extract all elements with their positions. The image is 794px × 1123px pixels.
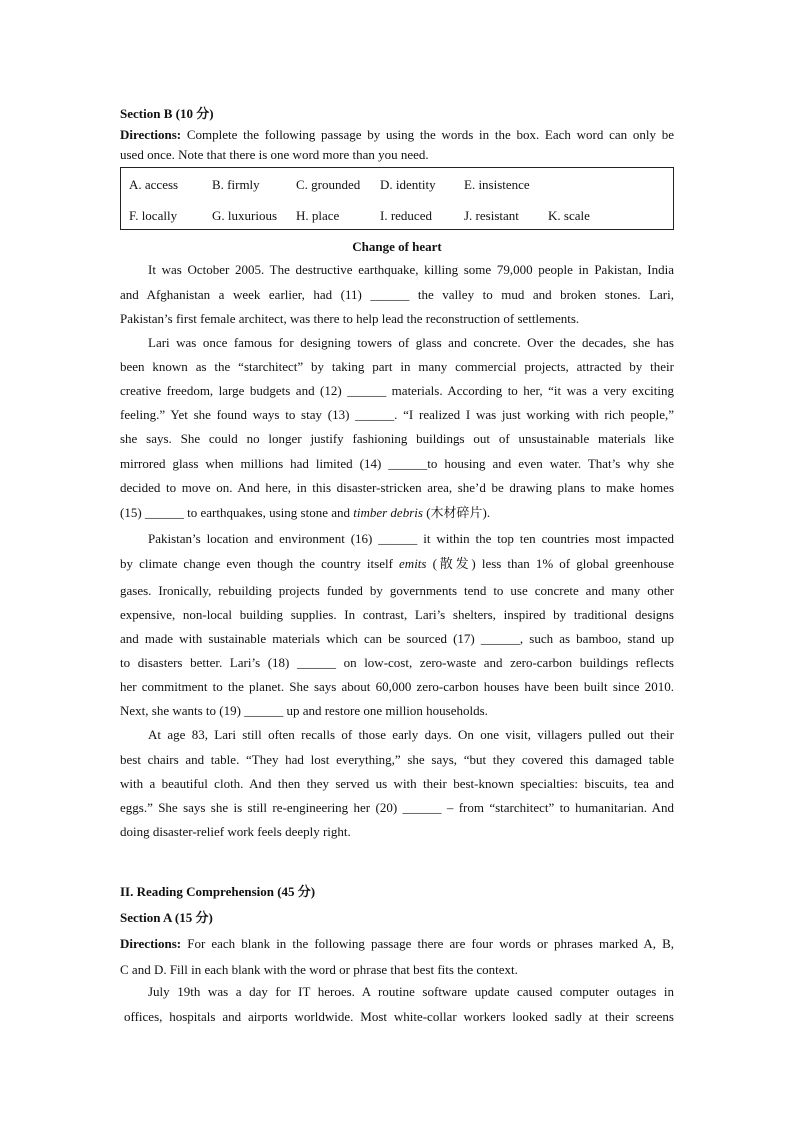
word-box	[120, 167, 674, 230]
passage-line: Pakistan’s location and environment (16) ______ it within the top ten countries most impacted	[148, 531, 674, 546]
passage-line-mixed	[120, 553, 674, 575]
directions-text-1: Complete the following passage by using the words in the box. Each word can only be	[186, 127, 674, 142]
part-two-directions-2: C and D. Fill in each blank with the word or phrase that best fits the context.	[120, 962, 518, 977]
word-option-c: C. grounded	[296, 177, 361, 192]
word-option-e: E. insistence	[464, 177, 530, 192]
passage-line: to disasters better. Lari’s (18) ______ on low-cost, zero-waste and zero-carbon buildings reflects	[120, 655, 674, 670]
directions-label: Directions:	[120, 936, 182, 951]
word-option-i: I. reduced	[380, 208, 432, 223]
passage-line: Lari was once famous for designing towers of glass and concrete. Over the decades, she has	[148, 335, 674, 350]
part-two-heading: II. Reading Comprehension (45 分)	[120, 884, 316, 899]
passage-line: July 19th was a day for IT heroes. A routine software update caused computer outages in	[148, 984, 674, 999]
word-option-a: A. access	[129, 177, 179, 192]
passage-line: been known as the “starchitect” by taking part in many commercial projects, attracted by their	[120, 359, 674, 374]
italic-term: timber debris	[353, 505, 423, 520]
word-option-h: H. place	[296, 208, 340, 223]
word-option-g: G. luxurious	[212, 208, 277, 223]
passage-line: her commitment to the planet. She says about 60,000 zero-carbon houses have been built since 2010.	[120, 679, 674, 694]
word-option-k: K. scale	[548, 208, 590, 223]
passage-line: Next, she wants to (19) ______ up and restore one million households.	[120, 703, 488, 718]
passage-line: offices, hospitals and airports worldwide. Most white-collar workers looked sadly at their screens	[124, 1009, 674, 1024]
passage-line: mirrored glass when millions had limited (14) ______to housing and even water. That’s why she	[120, 456, 674, 471]
directions-line-1	[120, 124, 674, 146]
directions-label: Directions:	[120, 127, 182, 142]
passage-text: (散发) less than 1% of global greenhouse	[426, 556, 674, 571]
passage-line: and Afghanistan a week earlier, had (11) ______ the valley to mud and broken stones. Lari,	[120, 287, 674, 302]
gloss: (木材碎片).	[422, 505, 491, 520]
part-two-directions-1	[120, 933, 674, 955]
passage-line: expensive, non-local building supplies. In contrast, Lari’s shelters, inspired by traditional designs	[120, 607, 674, 622]
passage-line: and made with sustainable materials which can be sourced (17) ______, such as bamboo, stand up	[120, 631, 674, 646]
passage-line-mixed	[120, 502, 674, 524]
directions-text: For each blank in the following passage there are four words or phrases marked A, B,	[187, 936, 674, 951]
passage-line: best chairs and table. “They had lost everything,” she says, “but they covered this damaged table	[120, 752, 674, 767]
section-a-heading: Section A (15 分)	[120, 910, 213, 925]
passage-text: by climate change even though the country itself	[120, 556, 393, 571]
passage-line: Pakistan’s first female architect, was there to help lead the reconstruction of settlements.	[120, 311, 580, 326]
passage-line: At age 83, Lari still often recalls of those early days. On one visit, villagers pulled out their	[148, 727, 674, 742]
passage-line: gases. Ironically, rebuilding projects funded by governments tend to use concrete and many other	[120, 583, 674, 598]
passage-line: It was October 2005. The destructive earthquake, killing some 79,000 people in Pakistan, India	[148, 262, 674, 277]
passage-line: feeling.” Yet she found ways to stay (13) ______. “I realized I was just working with rich people,”	[120, 407, 674, 422]
word-option-j: J. resistant	[464, 208, 519, 223]
passage-line: eggs.” She says she is still re-engineering her (20) ______ – from “starchitect” to humanitarian. And	[120, 800, 674, 815]
italic-term: emits	[399, 556, 427, 571]
passage-line: with a beautiful cloth. And then they served us with their best-known specialties: biscuits, tea and	[120, 776, 674, 791]
word-option-d: D. identity	[380, 177, 436, 192]
passage-line: creative freedom, large budgets and (12) ______ materials. According to her, “it was a very exciting	[120, 383, 674, 398]
passage-line: she says. She could no longer justify fashioning buildings out of unsustainable materials like	[120, 431, 674, 446]
passage-line: doing disaster-relief work feels deeply right.	[120, 824, 351, 839]
directions-line-2: used once. Note that there is one word more than you need.	[120, 147, 429, 162]
passage-text: (15) ______ to earthquakes, using stone and	[120, 505, 350, 520]
section-b-heading: Section B (10 分)	[120, 106, 214, 121]
word-option-b: B. firmly	[212, 177, 260, 192]
passage-line: decided to move on. And here, in this disaster-stricken area, she’d be drawing plans to make homes	[120, 480, 674, 495]
passage-title: Change of heart	[352, 239, 442, 254]
word-option-f: F. locally	[129, 208, 178, 223]
